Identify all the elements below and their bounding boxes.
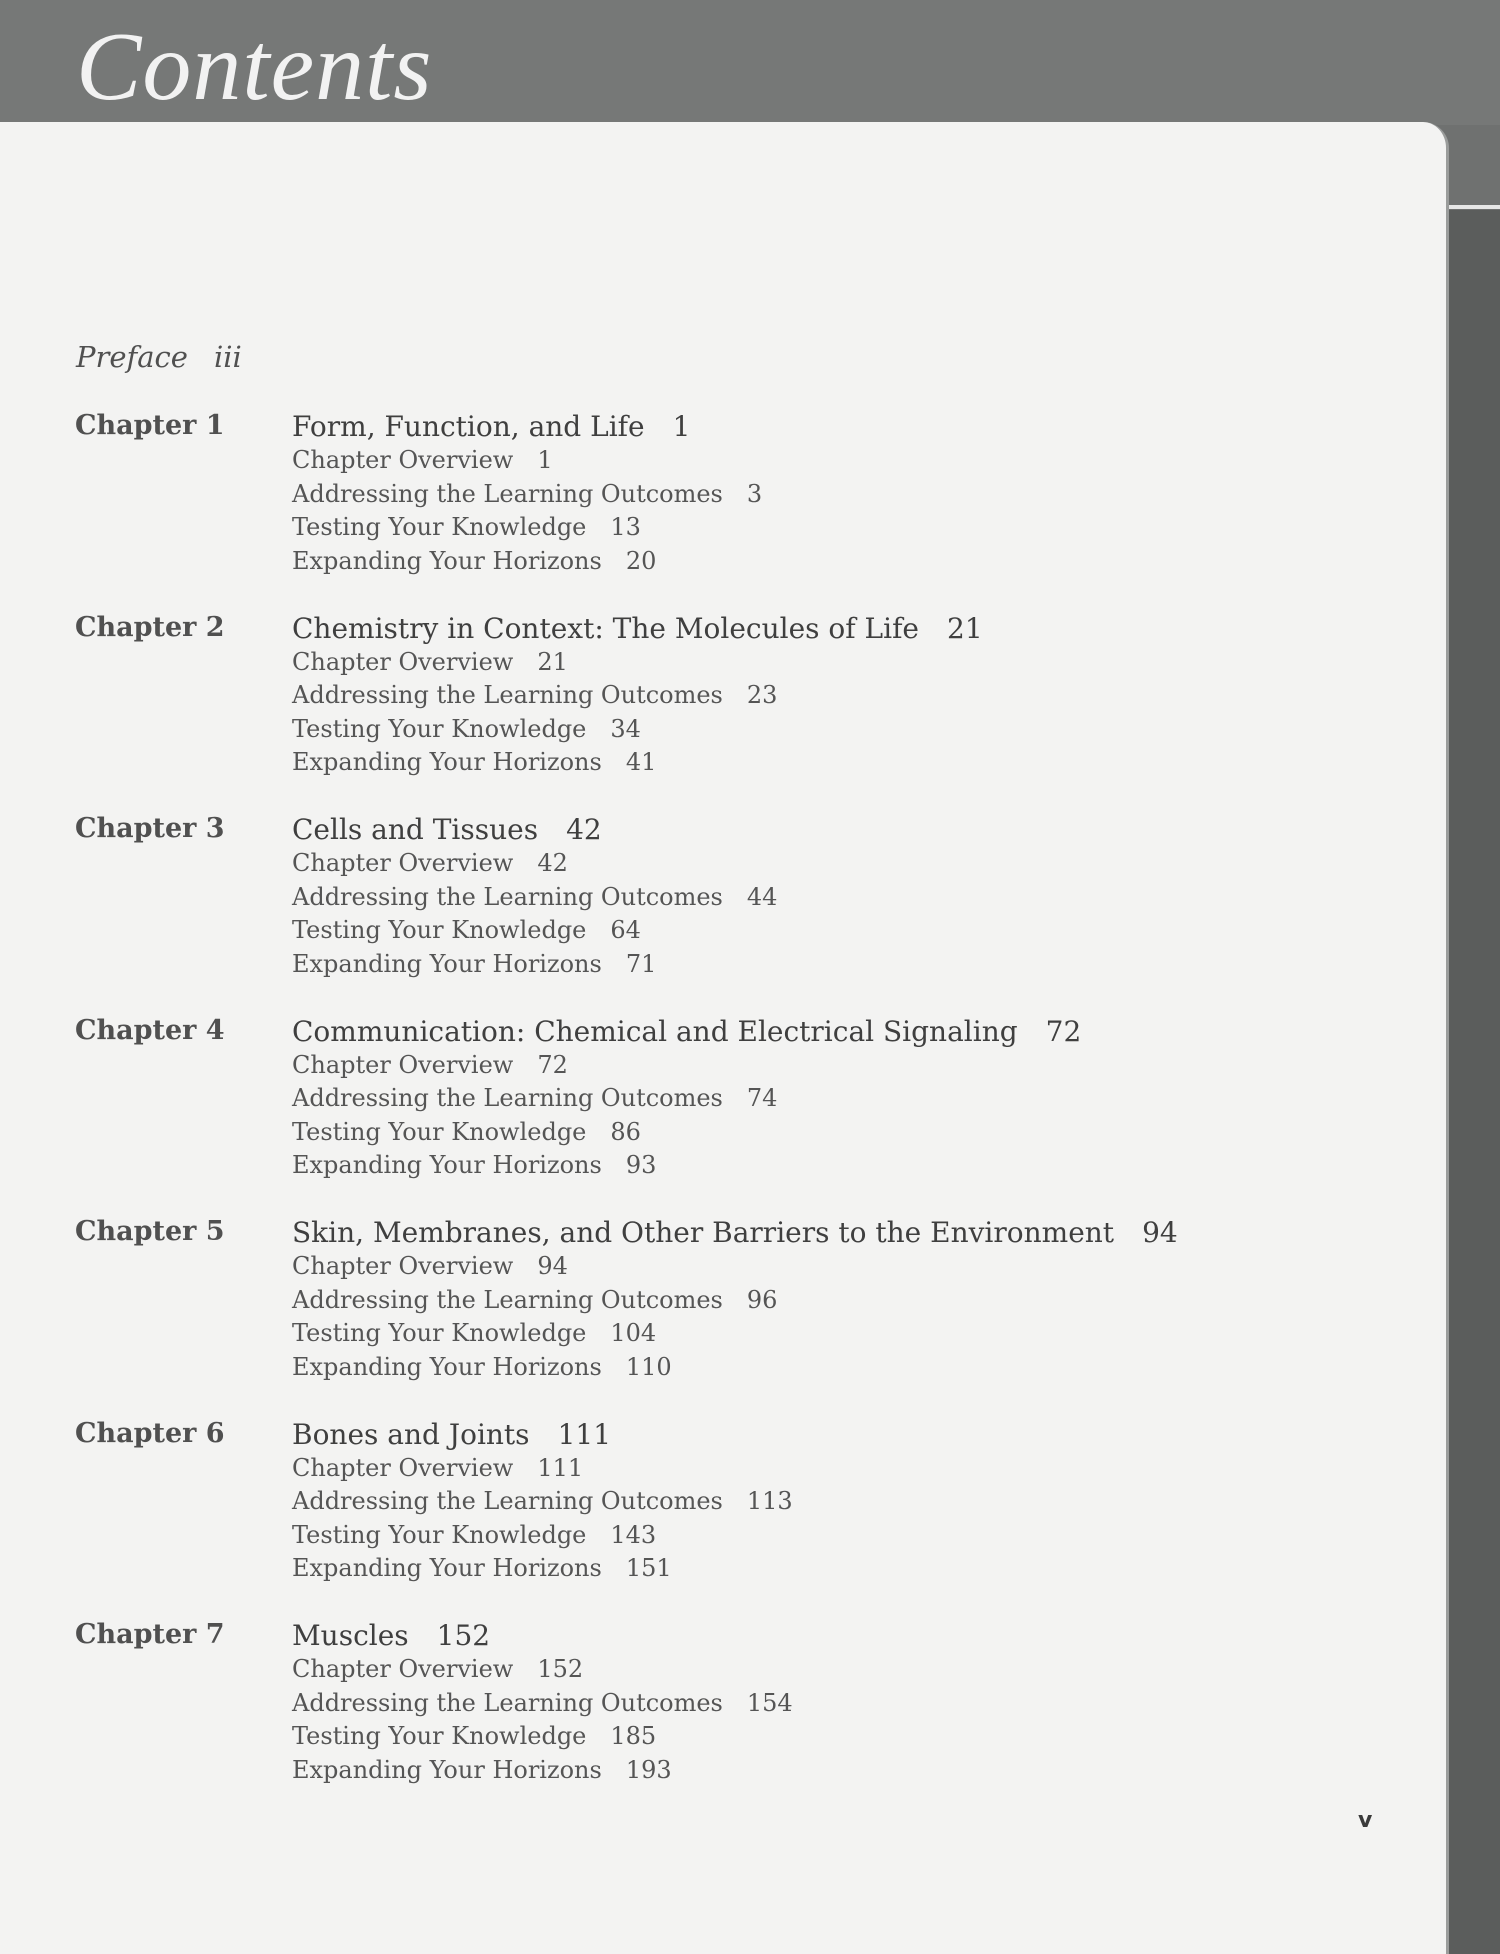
section-title: Addressing the Learning Outcomes <box>292 681 723 709</box>
chapter-page: 1 <box>672 410 691 443</box>
chapter-title: Communication: Chemical and Electrical Signaling <box>292 1014 1018 1048</box>
section-title: Addressing the Learning Outcomes <box>292 1688 723 1717</box>
section-entry[interactable] <box>292 1720 793 1754</box>
section-title: Expanding Your Horizons <box>292 949 602 978</box>
section-title: Chapter Overview <box>292 1252 514 1280</box>
section-entry[interactable] <box>292 1250 1178 1284</box>
chapter-title: Cells and Tissues <box>292 813 539 846</box>
chapter-body <box>292 1418 793 1586</box>
chapter-title-link[interactable] <box>292 1619 793 1653</box>
chapter-page: 152 <box>436 1619 491 1652</box>
section-entry[interactable] <box>292 1284 1178 1318</box>
section-page: 154 <box>746 1688 793 1717</box>
chapter-number: Chapter 6 <box>75 1417 225 1449</box>
section-title: Expanding Your Horizons <box>292 546 602 575</box>
section-page: 71 <box>625 949 657 978</box>
section-entry[interactable] <box>292 1116 1081 1150</box>
chapter-body <box>292 410 762 578</box>
preface-page: iii <box>213 340 242 374</box>
section-page: 86 <box>610 1117 641 1146</box>
section-entry[interactable] <box>292 1687 793 1721</box>
chapter-title: Form, Function, and Life <box>292 410 645 443</box>
section-page: 34 <box>610 714 641 743</box>
section-page: 74 <box>746 1084 778 1112</box>
section-title: Testing Your Knowledge <box>292 513 587 541</box>
chapter-title-link[interactable] <box>292 1015 1081 1049</box>
section-page: 93 <box>625 1151 657 1179</box>
section-title: Chapter Overview <box>292 647 514 676</box>
section-entry[interactable] <box>292 847 777 881</box>
preface-entry[interactable] <box>76 340 242 374</box>
section-title: Chapter Overview <box>292 1453 514 1482</box>
chapter-title-link[interactable] <box>292 1216 1178 1250</box>
chapter-number: Chapter 5 <box>75 1216 225 1247</box>
section-page: 64 <box>610 916 641 944</box>
preface-label: Preface <box>76 340 188 374</box>
section-page: 151 <box>625 1554 672 1582</box>
section-page: 96 <box>746 1285 778 1314</box>
section-entry[interactable] <box>292 1452 793 1486</box>
section-title: Chapter Overview <box>292 1655 514 1683</box>
section-entry[interactable] <box>292 746 983 780</box>
chapter-body <box>292 612 983 780</box>
section-entry[interactable] <box>292 1485 793 1519</box>
section-title: Chapter Overview <box>292 446 514 474</box>
section-entry[interactable] <box>292 1519 793 1553</box>
chapter-title: Muscles <box>292 1619 409 1652</box>
chapter-page: 94 <box>1142 1216 1178 1249</box>
section-page: 143 <box>610 1520 657 1549</box>
chapter-page: 42 <box>566 813 602 846</box>
section-entry[interactable] <box>292 679 983 713</box>
section-page: 21 <box>537 647 568 676</box>
section-page: 1 <box>537 446 553 474</box>
section-entry[interactable] <box>292 1653 793 1687</box>
section-title: Chapter Overview <box>292 849 514 877</box>
chapter-body <box>292 1216 1178 1384</box>
section-title: Expanding Your Horizons <box>292 1151 602 1179</box>
section-title: Expanding Your Horizons <box>292 1554 602 1582</box>
section-page: 152 <box>537 1655 584 1683</box>
section-entry[interactable] <box>292 1317 1178 1351</box>
section-title: Addressing the Learning Outcomes <box>292 1285 723 1314</box>
section-entry[interactable] <box>292 478 762 512</box>
section-entry[interactable] <box>292 1149 1081 1183</box>
chapter-number: Chapter 2 <box>75 611 225 643</box>
section-title: Testing Your Knowledge <box>292 1722 587 1750</box>
section-entry[interactable] <box>292 646 983 680</box>
chapter-title: Bones and Joints <box>292 1417 530 1451</box>
chapter-page: 21 <box>947 611 983 645</box>
section-title: Addressing the Learning Outcomes <box>292 882 723 911</box>
section-page: 185 <box>610 1722 657 1750</box>
chapter-number: Chapter 4 <box>75 1014 225 1046</box>
section-entry[interactable] <box>292 511 762 545</box>
chapter-number: Chapter 1 <box>75 410 225 441</box>
section-page: 193 <box>625 1755 672 1784</box>
section-title: Expanding Your Horizons <box>292 1352 602 1381</box>
chapter-number: Chapter 7 <box>75 1619 225 1650</box>
section-page: 42 <box>537 849 568 877</box>
section-entry[interactable] <box>292 713 983 747</box>
section-entry[interactable] <box>292 1049 1081 1083</box>
section-page: 104 <box>610 1319 657 1347</box>
section-page: 94 <box>537 1252 568 1280</box>
chapter-title: Skin, Membranes, and Other Barriers to the Environment <box>292 1216 1115 1249</box>
section-title: Testing Your Knowledge <box>292 714 587 743</box>
edge-rule <box>1448 205 1500 209</box>
chapter-body <box>292 1619 793 1787</box>
section-title: Testing Your Knowledge <box>292 1319 587 1347</box>
section-page: 72 <box>537 1050 568 1079</box>
section-entry[interactable] <box>292 1351 1178 1385</box>
chapter-title: Chemistry in Context: The Molecules of Life <box>292 611 920 645</box>
section-title: Addressing the Learning Outcomes <box>292 479 723 508</box>
section-page: 41 <box>625 748 657 776</box>
section-entry[interactable] <box>292 914 777 948</box>
chapter-body <box>292 1015 1081 1183</box>
section-entry[interactable] <box>292 881 777 915</box>
section-page: 44 <box>746 882 778 911</box>
section-page: 3 <box>746 479 763 508</box>
chapter-title-link[interactable] <box>292 813 777 847</box>
section-title: Expanding Your Horizons <box>292 748 602 776</box>
chapter-title-link[interactable] <box>292 1418 793 1452</box>
page-edge-strip <box>1448 210 1500 1954</box>
chapter-page: 72 <box>1045 1014 1082 1048</box>
section-title: Expanding Your Horizons <box>292 1755 602 1784</box>
section-page: 113 <box>746 1487 793 1515</box>
chapter-number: Chapter 3 <box>75 813 225 844</box>
chapter-title-link[interactable] <box>292 612 983 646</box>
section-title: Chapter Overview <box>292 1050 514 1079</box>
section-title: Testing Your Knowledge <box>292 916 587 944</box>
section-entry[interactable] <box>292 545 762 579</box>
chapter-page: 111 <box>557 1417 612 1451</box>
section-page: 111 <box>537 1453 584 1482</box>
section-title: Testing Your Knowledge <box>292 1520 587 1549</box>
section-entry[interactable] <box>292 948 777 982</box>
section-title: Addressing the Learning Outcomes <box>292 1084 723 1112</box>
folio: v <box>1358 1808 1373 1833</box>
section-entry[interactable] <box>292 1754 793 1788</box>
section-entry[interactable] <box>292 1552 793 1586</box>
section-page: 13 <box>610 513 641 541</box>
section-entry[interactable] <box>292 1082 1081 1116</box>
section-title: Testing Your Knowledge <box>292 1117 587 1146</box>
section-page: 110 <box>625 1352 672 1381</box>
chapter-body <box>292 813 777 981</box>
section-page: 20 <box>625 546 657 575</box>
section-page: 23 <box>746 681 778 709</box>
section-entry[interactable] <box>292 444 762 478</box>
section-title: Addressing the Learning Outcomes <box>292 1487 723 1515</box>
page-title: Contents <box>76 13 433 121</box>
chapter-title-link[interactable] <box>292 410 762 444</box>
